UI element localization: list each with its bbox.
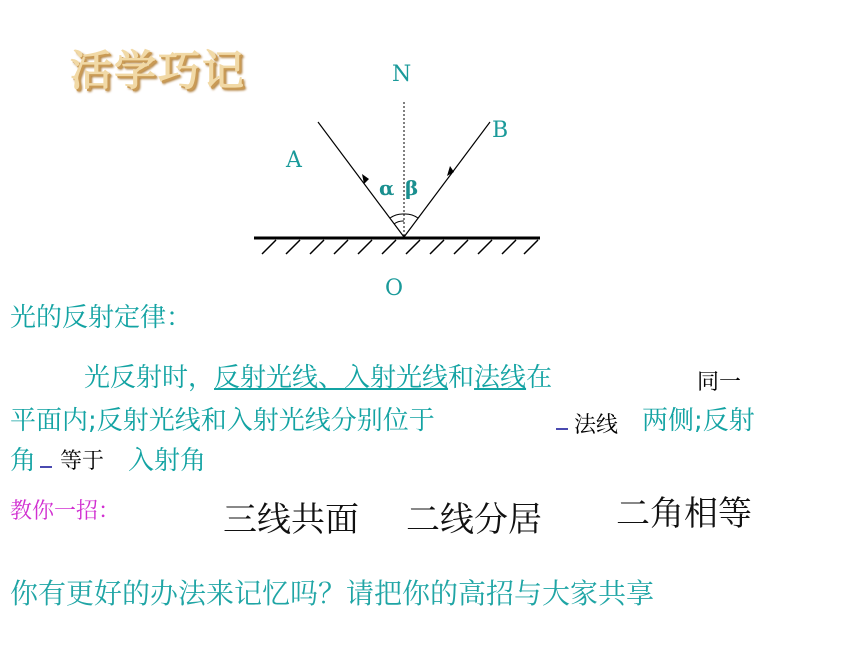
- law-line1-underline1: 反射光线、入射光线: [214, 363, 449, 393]
- law-line1-underline2: 法线: [474, 363, 527, 393]
- fill-normal: 法线: [574, 413, 619, 438]
- blank-underline-2: [40, 466, 52, 468]
- label-a: A: [286, 148, 302, 173]
- law-line1-and: 和: [448, 363, 475, 393]
- angle-alpha-label: α: [379, 176, 395, 200]
- law-line-2a: 平面内;反射光线和入射光线分别位于: [10, 406, 435, 436]
- tip-item-3: 二角相等: [616, 494, 752, 534]
- law-heading: 光的反射定律：: [10, 303, 193, 333]
- angle-beta-label: β: [405, 176, 419, 200]
- page-title: 活学巧记: [70, 46, 247, 95]
- tip-label: 教你一招：: [10, 499, 121, 524]
- label-o: O: [385, 276, 404, 301]
- mirror-hatch: [262, 240, 538, 254]
- law-line-3a: 角: [10, 446, 37, 476]
- law-line1-pre: 光反射时，: [84, 363, 215, 393]
- angle-arc-alpha-inner: [394, 221, 404, 224]
- fill-equal: 等于: [60, 449, 105, 474]
- blank-underline-1: [556, 428, 568, 430]
- law-line-3b: 入射角: [128, 446, 207, 476]
- label-n: N: [392, 62, 412, 87]
- tip-item-1: 三线共面: [223, 500, 359, 540]
- closing-question: 你有更好的办法来记忆吗？请把你的高招与大家共享: [10, 577, 655, 610]
- angle-arc-beta: [404, 214, 418, 218]
- angle-arc-alpha: [390, 214, 404, 218]
- fill-same: 同一: [697, 370, 742, 395]
- law-line-2b: 两侧;反射: [642, 406, 755, 436]
- law-line1-zai: 在: [526, 363, 553, 393]
- reflection-diagram: [240, 100, 560, 260]
- label-b: B: [492, 118, 509, 143]
- tip-item-2: 二线分居: [406, 500, 542, 540]
- law-line-1: [84, 357, 552, 394]
